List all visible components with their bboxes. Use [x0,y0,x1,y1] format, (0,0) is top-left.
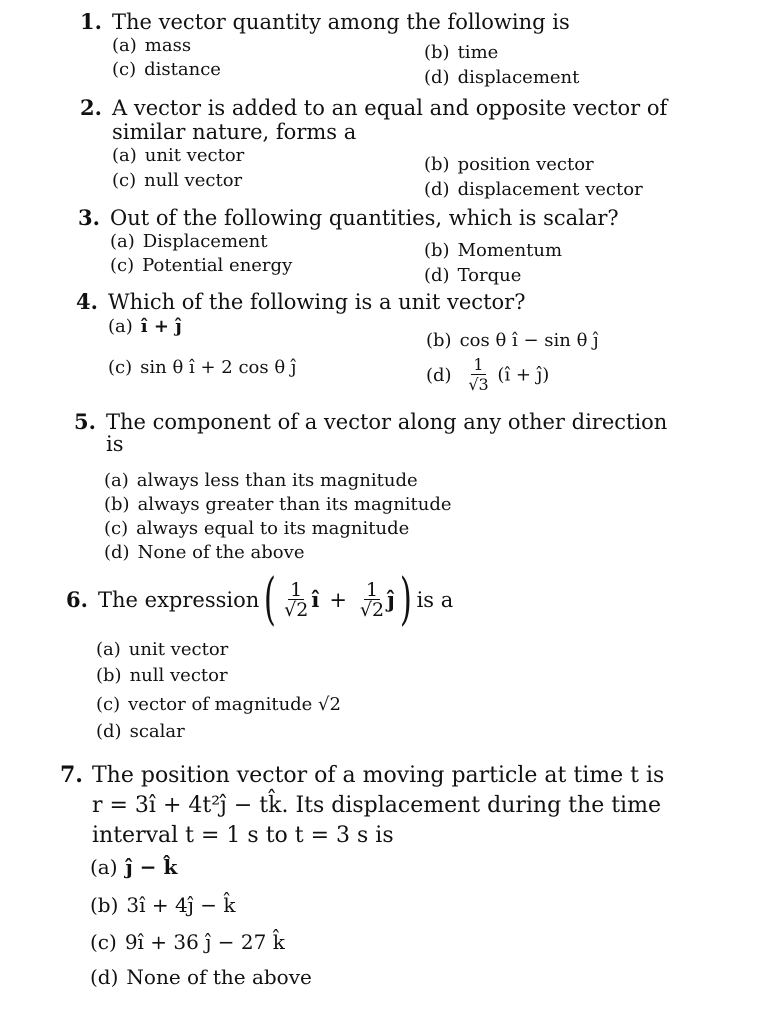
question-text: Which of the following is a unit vector? [108,290,526,314]
option-label: (b) [426,330,452,351]
option-label: (a) [96,639,121,660]
option-label: (a) [108,316,133,337]
option-label: (a) [104,470,129,491]
option-4a [108,316,182,338]
option-label: (c) [112,59,137,80]
option-text: Potential energy [142,255,293,276]
option-7d [90,966,312,988]
option-label: (d) [424,67,450,88]
option-text: displacement vector [457,179,643,200]
option-1a [112,35,191,57]
option-text: unit vector [128,639,229,660]
unit-vector-i: î [311,587,320,612]
option-text: (î + ĵ) [497,364,550,386]
fraction-numerator: 1 [365,578,379,601]
option-text: 3î + 4ĵ − k̂ [126,893,236,917]
question-text: Out of the following quantities, which is scalar? [110,206,619,230]
option-4c [108,357,296,379]
option-3d [424,265,521,287]
option-text: cos θ î − sin θ ĵ [459,330,599,351]
option-6a [96,639,228,661]
fraction [359,578,385,621]
option-3b [424,240,562,262]
question-number: 1. [80,9,102,34]
option-label: (c) [96,694,121,715]
fraction-denominator: √3 [468,375,489,394]
option-text: scalar [129,721,185,742]
question-number: 7. [60,762,83,788]
option-label: (b) [424,240,450,261]
option-2c [112,170,242,192]
option-label: (d) [424,265,450,286]
option-3a [110,231,268,253]
option-text: Momentum [457,240,563,261]
question-1 [80,10,570,34]
question-text: The vector quantity among the following is [112,10,570,34]
fraction-denominator: √2 [284,598,309,621]
question-number: 3. [78,205,100,230]
option-text: None of the above [126,965,312,989]
option-text: distance [144,59,221,80]
option-text: displacement [457,67,580,88]
fraction-denominator: √2 [359,598,385,621]
question-number: 6. [66,587,88,612]
unit-vector-j: ĵ [387,587,395,612]
question-text: A vector is added to an equal and opposite vector of [112,96,668,120]
question-number: 5. [74,409,96,434]
plus-sign: + [329,588,347,612]
option-label: (d) [96,721,122,742]
option-6b [96,665,228,687]
option-label: (c) [108,357,133,378]
option-label: (b) [96,665,122,686]
option-text: vector of magnitude √2 [128,694,341,715]
option-text: unit vector [144,145,245,166]
question-text-continued: similar nature, forms a [112,120,357,144]
option-text: sin θ î + 2 cos θ ĵ [140,357,297,378]
option-label: (d) [424,179,450,200]
option-text: null vector [129,665,228,686]
option-text: ĵ − k̂ [125,855,178,879]
option-label: (b) [424,42,450,63]
option-5c [104,518,409,540]
option-label: (d) [426,364,452,386]
question-text-continued: interval t = 1 s to t = 3 s is [92,823,394,848]
option-text: Torque [457,265,522,286]
question-5 [74,410,667,454]
option-label: (a) [110,231,135,252]
option-label: (a) [112,145,137,166]
option-1b [424,42,498,64]
option-text: position vector [457,154,594,175]
option-label: (b) [424,154,450,175]
option-text: always equal to its magnitude [136,518,410,539]
option-text: always less than its magnitude [136,470,418,491]
option-7c [90,931,285,953]
question-number: 4. [76,289,98,314]
option-1d [424,67,579,89]
option-2a [112,145,244,167]
option-4b [426,330,599,352]
question-text-continued: r = 3î + 4t²ĵ − tk̂. Its displacement during the time [92,793,661,818]
option-text: null vector [144,170,243,191]
question-4 [76,290,525,314]
option-4d [426,356,549,395]
option-5b [104,494,452,516]
option-3c [110,255,292,277]
left-parenthesis-icon: ( [264,567,277,632]
right-parenthesis-icon: ) [399,567,412,632]
question-text: The component of a vector along any other direction [106,410,668,434]
question-number: 2. [80,95,102,120]
option-text: Displacement [142,231,268,252]
option-label: (b) [104,494,130,515]
option-label: (d) [90,965,119,989]
option-text: î + ĵ [140,316,182,337]
option-1c [112,59,221,81]
question-text-continued: is [106,432,124,456]
option-label: (a) [112,35,137,56]
question-text-end: is a [416,588,454,612]
option-label: (c) [104,518,129,539]
option-2b [424,154,594,176]
option-6c [96,694,341,716]
option-7b [90,894,236,916]
question-7 [60,760,664,851]
option-text: mass [144,35,192,56]
option-2d [424,179,643,201]
option-label: (a) [90,855,118,879]
fraction-numerator: 1 [473,355,484,374]
option-label: (d) [104,542,130,563]
option-text: always greater than its magnitude [137,494,452,515]
question-2 [80,96,667,144]
question-6 [66,567,454,632]
option-5a [104,470,418,492]
option-6d [96,721,185,743]
fraction-numerator: 1 [290,578,303,601]
option-label: (b) [90,893,119,917]
option-label: (c) [112,170,137,191]
option-text: 9î + 36 ĵ − 27 k̂ [124,930,285,954]
option-text: time [457,42,499,63]
fraction [284,578,309,621]
fraction [468,356,488,395]
option-label: (c) [110,255,135,276]
option-5d [104,542,304,564]
question-text: The position vector of a moving particle at time t is [92,763,665,788]
option-7a [90,856,177,878]
question-3 [78,206,619,230]
question-text: The expression [98,588,260,612]
option-label: (c) [90,930,117,954]
option-text: None of the above [137,542,305,563]
